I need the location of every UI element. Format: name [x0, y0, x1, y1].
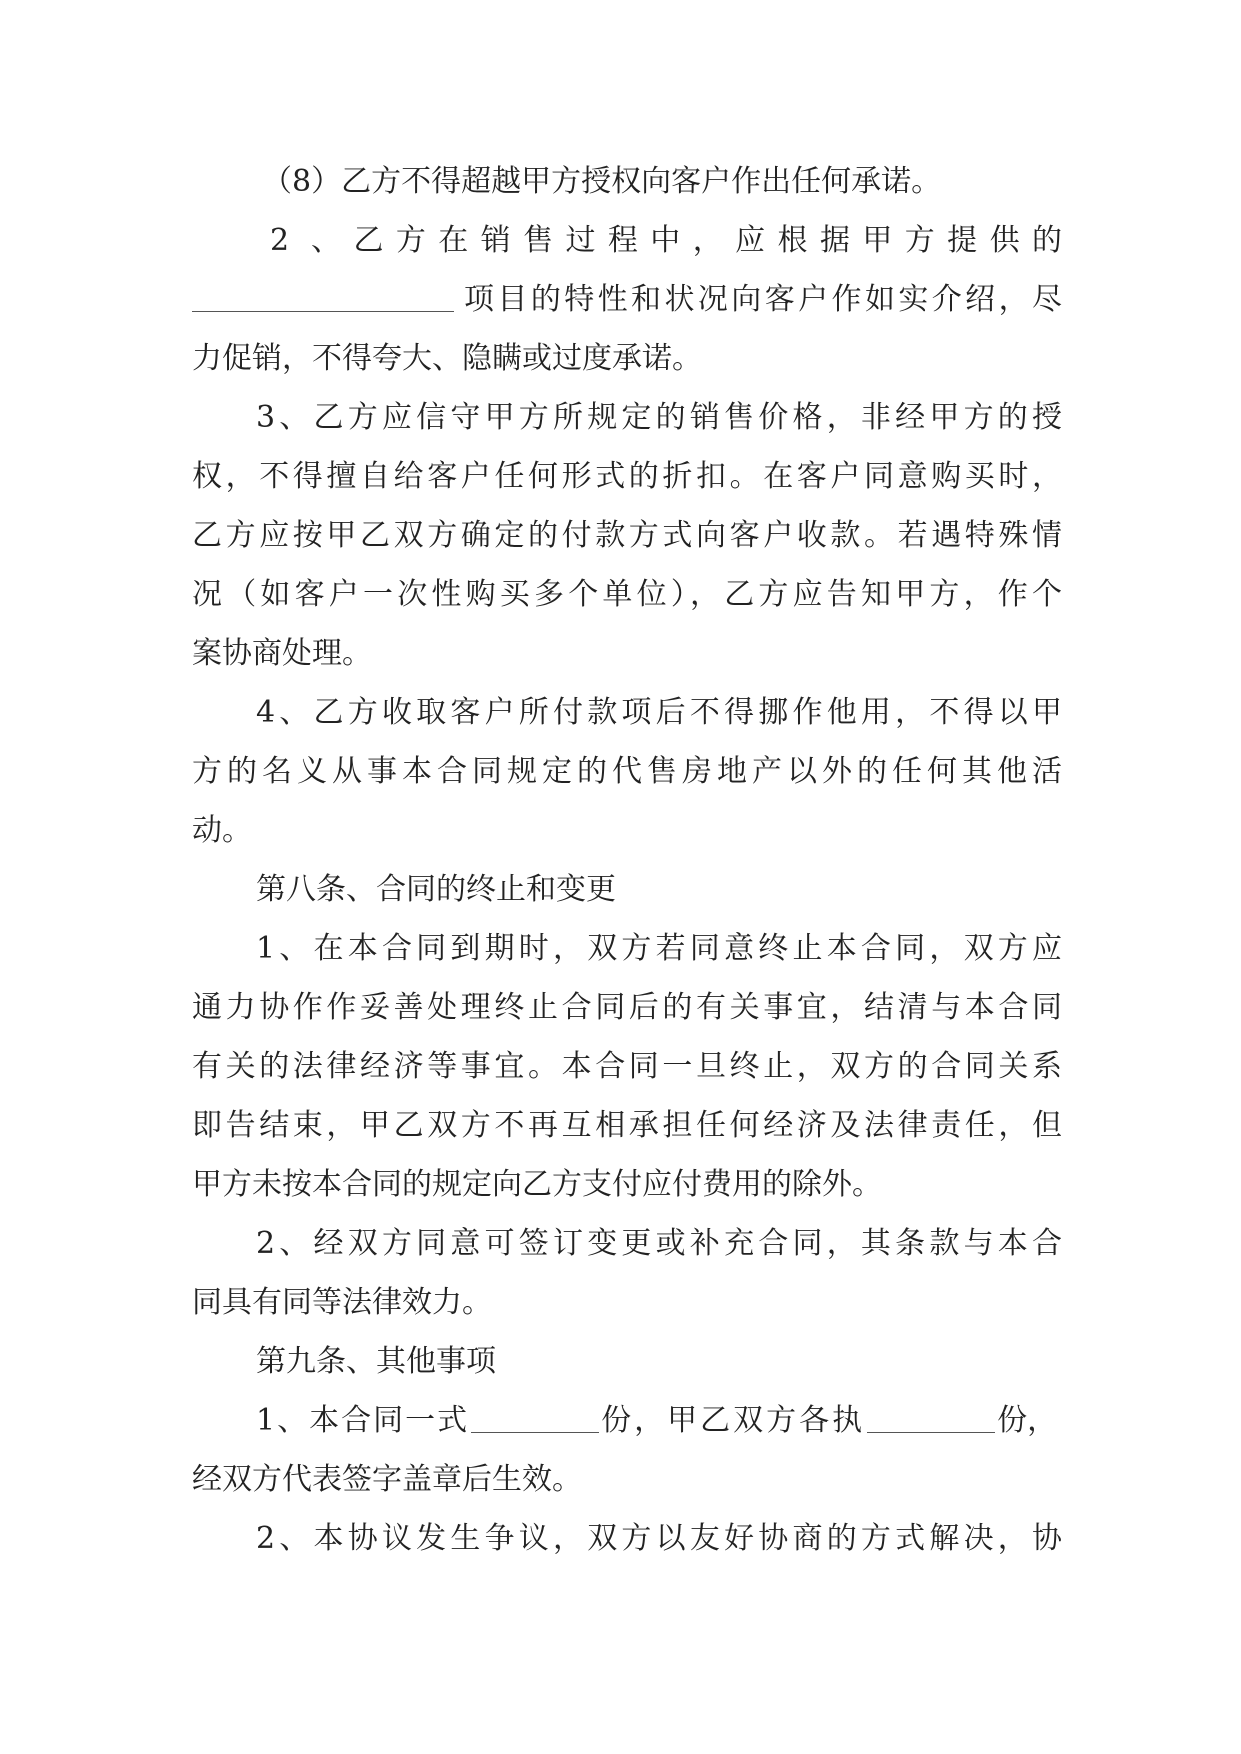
paragraph-line: 即告结束，甲乙双方不再互相承担任何经济及法律责任，但 [192, 1108, 1062, 1143]
fill-in-blank [867, 1408, 995, 1433]
paragraph-text: 1、本合同一式 [256, 1403, 470, 1438]
paragraph-line: （8）乙方不得超越甲方授权向客户作出任何承诺。 [262, 164, 942, 199]
paragraph-line [192, 270, 1062, 329]
paragraph-text: 项目的特性和状况向客户作如实介绍，尽 [464, 282, 1062, 317]
paragraph-text: 份，甲乙双方各执 [601, 1403, 866, 1438]
section-heading: 第九条、其他事项 [256, 1344, 496, 1379]
paragraph-line: 2 、乙方在销售过程中，应根据甲方提供的 [270, 223, 1062, 258]
paragraph-line: 乙方应按甲乙双方确定的付款方式向客户收款。若遇特殊情 [192, 518, 1062, 553]
paragraph-line [192, 1391, 1062, 1450]
paragraph-line: 力促销，不得夸大、隐瞒或过度承诺。 [192, 341, 702, 376]
paragraph-line: 案协商处理。 [192, 636, 372, 671]
paragraph-line: 通力协作作妥善处理终止合同后的有关事宜，结清与本合同 [192, 990, 1062, 1025]
paragraph-line: 同具有同等法律效力。 [192, 1285, 492, 1320]
section-heading: 第八条、合同的终止和变更 [256, 872, 616, 907]
paragraph-line: 有关的法律经济等事宜。本合同一旦终止，双方的合同关系 [192, 1049, 1062, 1084]
document-body [192, 152, 1062, 1568]
paragraph-line: 3、乙方应信守甲方所规定的销售价格，非经甲方的授 [256, 400, 1062, 435]
fill-in-blank [192, 287, 454, 312]
paragraph-line: 权，不得擅自给客户任何形式的折扣。在客户同意购买时， [192, 459, 1062, 494]
paragraph-line: 2、经双方同意可签订变更或补充合同，其条款与本合 [256, 1226, 1062, 1261]
paragraph-line: 况（如客户一次性购买多个单位），乙方应告知甲方，作个 [192, 577, 1062, 612]
fill-in-blank [471, 1408, 599, 1433]
paragraph-line: 甲方未按本合同的规定向乙方支付应付费用的除外。 [192, 1167, 882, 1202]
paragraph-line: 动。 [192, 813, 252, 848]
paragraph-line: 经双方代表签字盖章后生效。 [192, 1462, 582, 1497]
paragraph-line: 2、本协议发生争议，双方以友好协商的方式解决，协 [256, 1521, 1062, 1556]
paragraph-line: 4、乙方收取客户所付款项后不得挪作他用，不得以甲 [256, 695, 1062, 730]
paragraph-line: 方的名义从事本合同规定的代售房地产以外的任何其他活 [192, 754, 1062, 789]
paragraph-text: 份， [997, 1403, 1058, 1438]
paragraph-line: 1、在本合同到期时，双方若同意终止本合同，双方应 [256, 931, 1062, 966]
